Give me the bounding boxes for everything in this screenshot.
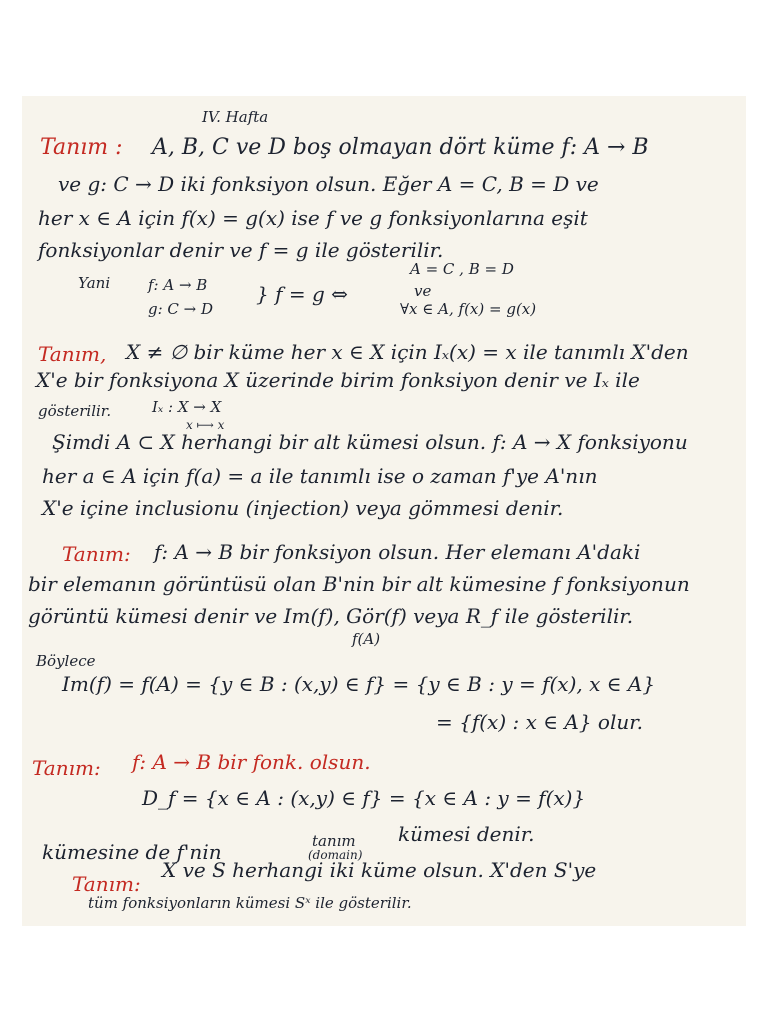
definition-5-line-1: X ve S herhangi iki küme olsun. X'den S'ye: [162, 858, 597, 882]
definition-2-heading: Tanım,: [38, 342, 107, 366]
image-set-equation: Im(f) = f(A) = {y ∈ B : (x,y) ∈ f} = {y ∈ B : y = f(x), x ∈ A}: [62, 672, 656, 696]
system-g: g: C → D: [148, 300, 214, 318]
definition-2-line-4: Şimdi A ⊂ X herhangi bir alt kümesi olsun. f: A → X fonksiyonu: [52, 430, 688, 454]
boylece-label: Böylece: [36, 652, 96, 670]
definition-2-line-3: gösterilir.: [38, 402, 112, 420]
system-f: f: A → B: [148, 276, 208, 294]
definition-1-heading: Tanım :: [40, 135, 123, 160]
definition-4-tanim: tanım: [312, 832, 356, 850]
definition-2-line-1: X ≠ ∅ bir küme her x ∈ X için Iₓ(x) = x ile tanımlı X'den: [126, 340, 689, 364]
definition-5-heading: Tanım:: [72, 872, 141, 896]
definition-3-line-2: bir elemanın görüntüsü olan B'nin bir alt kümesine f fonksiyonun: [28, 572, 690, 596]
definition-1-line-2: ve g: C → D iki fonksiyon olsun. Eğer A = C, B = D ve: [58, 172, 599, 196]
definition-3-line-3: görüntü kümesi denir ve Im(f), Gör(f) veya R_f ile gösterilir.: [28, 604, 634, 628]
condition-values-equal: ∀x ∈ A, f(x) = g(x): [400, 300, 537, 318]
definition-2-line-6: X'e içine inclusionu (injection) veya gömmesi denir.: [42, 496, 564, 520]
definition-1-line-3: her x ∈ A için f(x) = g(x) ise f ve g fonksiyonlarına eşit: [38, 206, 588, 230]
identity-map: Iₓ : X → X: [152, 398, 222, 416]
condition-ve: ve: [414, 282, 432, 300]
definition-4-heading: Tanım:: [32, 756, 101, 780]
definition-1-line-4: fonksiyonlar denir ve f = g ile gösterilir.: [38, 238, 444, 262]
yani-label: Yani: [78, 274, 111, 292]
definition-3-line-1: f: A → B bir fonksiyon olsun. Her elemanı A'daki: [154, 540, 641, 564]
notebook-page: [22, 96, 746, 926]
definition-2-line-2: X'e bir fonksiyona X üzerinde birim fonksiyon denir ve Iₓ ile: [36, 368, 640, 392]
week-header: IV. Hafta: [202, 108, 269, 126]
domain-equation: D_f = {x ∈ A : (x,y) ∈ f} = {x ∈ A : y = f(x)}: [142, 786, 586, 810]
definition-4-line-2c: kümesi denir.: [398, 822, 535, 846]
condition-sets-equal: A = C , B = D: [410, 260, 514, 278]
identity-rule: x ⟼ x: [186, 418, 225, 432]
system-equivalence: } f = g ⇔: [256, 282, 348, 306]
image-set-note: f(A): [352, 630, 381, 648]
definition-3-heading: Tanım:: [62, 542, 131, 566]
definition-5-line-2: tüm fonksiyonların kümesi Sˣ ile gösterilir.: [88, 894, 412, 912]
definition-2-line-5: her a ∈ A için f(a) = a ile tanımlı ise o zaman f'ye A'nın: [42, 464, 598, 488]
definition-1-line-1: A, B, C ve D boş olmayan dört küme f: A → B: [152, 135, 649, 160]
domain-note: (domain): [308, 848, 363, 862]
image-set-equation-cont: = {f(x) : x ∈ A} olur.: [436, 710, 643, 734]
definition-4-line-1: f: A → B bir fonk. olsun.: [132, 750, 371, 774]
definition-4-line-2a: kümesine de f'nin: [42, 840, 222, 864]
